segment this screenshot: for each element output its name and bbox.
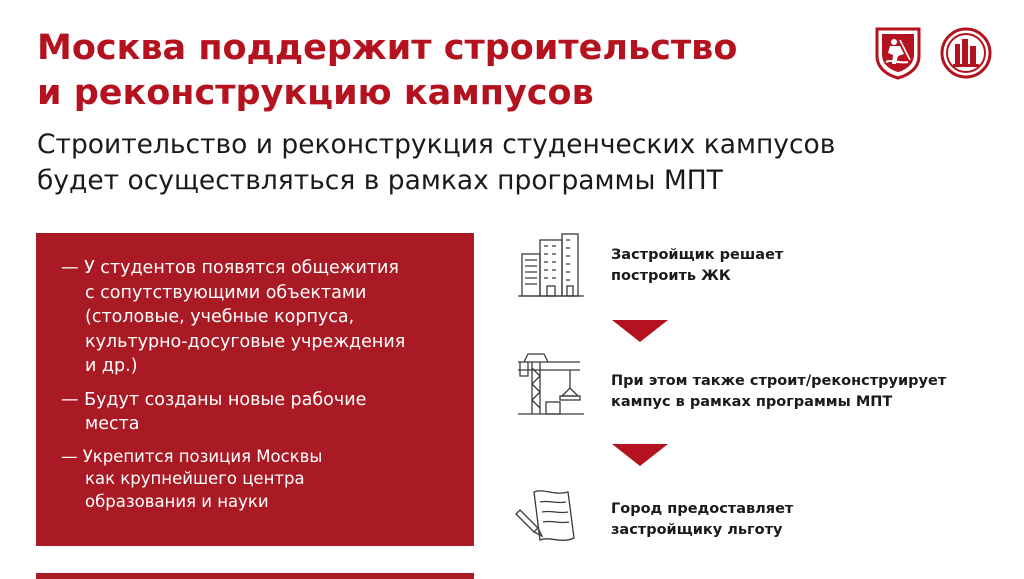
benefit-line: образования и науки	[85, 491, 269, 511]
step-1-text	[611, 245, 783, 287]
step-line: Город предоставляет	[611, 501, 794, 517]
benefit-line: как крупнейшего центра	[85, 469, 305, 488]
title-line: и реконструкцию кампусов	[37, 73, 594, 113]
document-pen-icon	[514, 482, 588, 552]
step-line: кампус в рамках программы МПТ	[611, 394, 893, 410]
chevron-down-icon	[612, 444, 668, 468]
step-line: При этом также строит/реконструирует	[611, 373, 947, 389]
benefits-list	[61, 256, 461, 522]
benefit-line: места	[85, 414, 140, 434]
benefits-panel-next	[36, 573, 474, 579]
process-steps	[514, 0, 1014, 576]
benefit-line: с сопутствующими объектами	[85, 282, 367, 303]
step-2-text	[611, 371, 946, 413]
chevron-down-icon	[612, 320, 668, 344]
step-3-text	[611, 499, 793, 541]
crane-icon	[514, 348, 588, 418]
benefit-line: — Укрепится позиция Москвы	[61, 446, 323, 466]
step-line: застройщику льготу	[611, 522, 783, 538]
subtitle-line: будет осуществляться в рамках программы МПТ	[37, 165, 723, 196]
benefit-line: (столовые, учебные корпуса,	[85, 307, 355, 327]
step-line: построить ЖК	[611, 268, 731, 284]
subtitle-line: Строительство и реконструкция студенческих кампусов	[37, 129, 836, 160]
benefit-item	[61, 446, 461, 514]
benefit-line: — Будут созданы новые рабочие	[61, 389, 367, 410]
title-line: Москва поддержит строительство	[37, 28, 738, 68]
benefit-line: и др.)	[85, 356, 138, 376]
benefit-line: — У студентов появятся общежития	[61, 258, 399, 278]
buildings-icon	[514, 230, 588, 300]
benefit-item	[61, 256, 461, 379]
benefit-line: культурно-досуговые учреждения	[85, 331, 406, 352]
step-line: Застройщик решает	[611, 247, 784, 263]
benefit-item	[61, 388, 461, 437]
